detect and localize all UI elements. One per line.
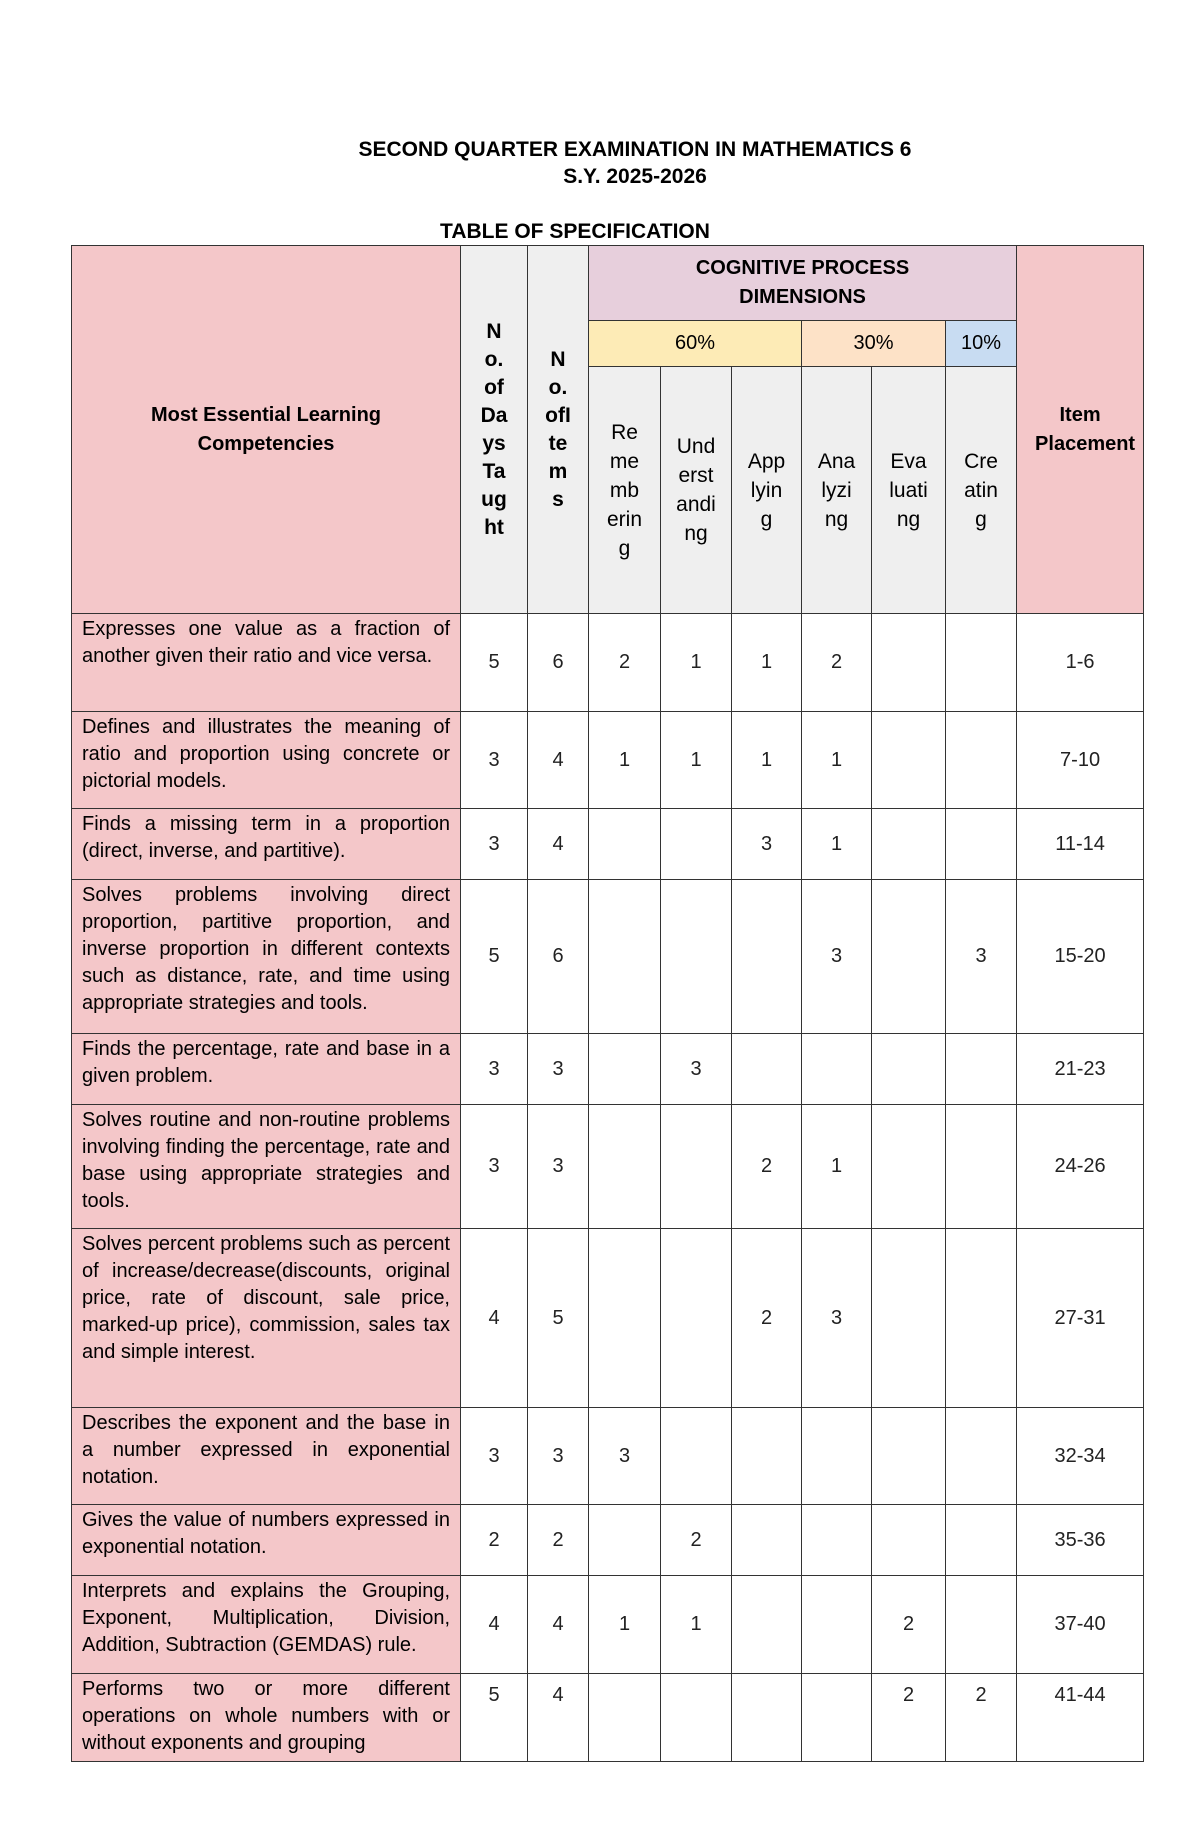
ana-cell: 1 [802, 809, 872, 880]
und-cell: 1 [661, 614, 732, 712]
app-cell [732, 1408, 802, 1505]
cre-cell [946, 1105, 1017, 1229]
item-placement-cell: 27-31 [1017, 1229, 1144, 1408]
eva-cell: 2 [872, 1576, 946, 1674]
days-cell: 3 [461, 1034, 528, 1105]
item-placement-cell: 41-44 [1017, 1674, 1144, 1762]
und-cell [661, 809, 732, 880]
header-competencies: Most Essential Learning Competencies [72, 246, 461, 614]
item-placement-cell: 37-40 [1017, 1576, 1144, 1674]
cre-cell [946, 1505, 1017, 1576]
items-cell: 3 [528, 1034, 589, 1105]
rem-cell: 1 [589, 712, 661, 809]
und-cell [661, 1105, 732, 1229]
rem-cell [589, 1505, 661, 1576]
eva-cell [872, 1505, 946, 1576]
cre-cell: 2 [946, 1674, 1017, 1762]
competency-cell: Solves problems involving direct proportion, partitive proportion, and inverse proportion in different contexts such as distance, rate, and time using appropriate strategies and tools. [72, 880, 461, 1034]
app-cell [732, 1576, 802, 1674]
app-cell [732, 1505, 802, 1576]
item-placement-cell: 35-36 [1017, 1505, 1144, 1576]
header-no-of-items: No.ofItems [528, 246, 589, 614]
und-cell [661, 880, 732, 1034]
items-cell: 4 [528, 1576, 589, 1674]
rem-cell [589, 1105, 661, 1229]
header-days-taught: No.ofDaysTaught [461, 246, 528, 614]
rem-cell [589, 1229, 661, 1408]
rem-cell: 1 [589, 1576, 661, 1674]
item-placement-cell: 1-6 [1017, 614, 1144, 712]
ana-cell: 1 [802, 1105, 872, 1229]
eva-cell [872, 1408, 946, 1505]
table-row [72, 614, 1144, 712]
und-cell [661, 1408, 732, 1505]
ana-cell [802, 1576, 872, 1674]
item-placement-cell: 21-23 [1017, 1034, 1144, 1105]
table-title: TABLE OF SPECIFICATION [440, 220, 710, 243]
header-analyzing: Analyzing [802, 367, 872, 614]
eva-cell [872, 809, 946, 880]
und-cell: 3 [661, 1034, 732, 1105]
header-item-placement: Item Placement [1017, 246, 1144, 614]
items-cell: 6 [528, 614, 589, 712]
competency-cell: Solves routine and non-routine problems involving finding the percentage, rate and base using appropriate strategies and tools. [72, 1105, 461, 1229]
competency-cell: Interprets and explains the Grouping, Exponent, Multiplication, Division, Addition, Subtraction (GEMDAS) rule. [72, 1576, 461, 1674]
table-row [72, 1229, 1144, 1408]
table-row [72, 809, 1144, 880]
days-cell: 3 [461, 1105, 528, 1229]
cre-cell [946, 1229, 1017, 1408]
ana-cell: 3 [802, 880, 872, 1034]
eva-cell: 2 [872, 1674, 946, 1762]
eva-cell [872, 880, 946, 1034]
und-cell [661, 1674, 732, 1762]
rem-cell: 3 [589, 1408, 661, 1505]
days-cell: 3 [461, 1408, 528, 1505]
items-cell: 4 [528, 712, 589, 809]
ana-cell [802, 1674, 872, 1762]
app-cell: 1 [732, 712, 802, 809]
rem-cell [589, 1674, 661, 1762]
app-cell [732, 1674, 802, 1762]
eva-cell [872, 712, 946, 809]
items-cell: 4 [528, 809, 589, 880]
app-cell: 2 [732, 1229, 802, 1408]
exam-title: SECOND QUARTER EXAMINATION IN MATHEMATICS 6 [358, 138, 912, 161]
school-year: S.Y. 2025-2026 [563, 165, 707, 188]
table-row [72, 1576, 1144, 1674]
cre-cell [946, 1034, 1017, 1105]
competency-cell: Describes the exponent and the base in a number expressed in exponential notation. [72, 1408, 461, 1505]
eva-cell [872, 614, 946, 712]
eva-cell [872, 1229, 946, 1408]
table-row [72, 1408, 1144, 1505]
items-cell: 5 [528, 1229, 589, 1408]
ana-cell: 2 [802, 614, 872, 712]
ana-cell [802, 1408, 872, 1505]
rem-cell: 2 [589, 614, 661, 712]
days-cell: 4 [461, 1576, 528, 1674]
header-pct-30: 30% [802, 321, 946, 367]
cre-cell: 3 [946, 880, 1017, 1034]
und-cell: 1 [661, 1576, 732, 1674]
header-cognitive-process: COGNITIVE PROCESS DIMENSIONS [589, 246, 1017, 321]
cre-cell [946, 1576, 1017, 1674]
table-row [72, 1505, 1144, 1576]
days-cell: 5 [461, 880, 528, 1034]
app-cell: 3 [732, 809, 802, 880]
competency-cell: Performs two or more different operations on whole numbers with or without exponents and grouping [72, 1674, 461, 1762]
ana-cell: 1 [802, 712, 872, 809]
cre-cell [946, 809, 1017, 880]
days-cell: 5 [461, 614, 528, 712]
eva-cell [872, 1105, 946, 1229]
rem-cell [589, 809, 661, 880]
table-row [72, 1105, 1144, 1229]
header-understanding: Understanding [661, 367, 732, 614]
ana-cell [802, 1034, 872, 1105]
ana-cell: 3 [802, 1229, 872, 1408]
item-placement-cell: 11-14 [1017, 809, 1144, 880]
days-cell: 3 [461, 809, 528, 880]
items-cell: 3 [528, 1408, 589, 1505]
competency-cell: Expresses one value as a fraction of another given their ratio and vice versa. [72, 614, 461, 712]
days-cell: 5 [461, 1674, 528, 1762]
days-cell: 3 [461, 712, 528, 809]
und-cell: 2 [661, 1505, 732, 1576]
header-applying: Applying [732, 367, 802, 614]
header-pct-60: 60% [589, 321, 802, 367]
header-remembering: Remembering [589, 367, 661, 614]
cre-cell [946, 614, 1017, 712]
table-row [72, 880, 1144, 1034]
competency-cell: Finds the percentage, rate and base in a given problem. [72, 1034, 461, 1105]
days-cell: 4 [461, 1229, 528, 1408]
competency-cell: Defines and illustrates the meaning of ratio and proportion using concrete or pictorial models. [72, 712, 461, 809]
days-cell: 2 [461, 1505, 528, 1576]
cre-cell [946, 1408, 1017, 1505]
ana-cell [802, 1505, 872, 1576]
competency-cell: Solves percent problems such as percent of increase/decrease(discounts, original price, rate of discount, sale price, marked-up price), commission, sales tax and simple interest. [72, 1229, 461, 1408]
items-cell: 6 [528, 880, 589, 1034]
specification-table [71, 245, 1144, 1762]
header-creating: Creating [946, 367, 1017, 614]
items-cell: 3 [528, 1105, 589, 1229]
eva-cell [872, 1034, 946, 1105]
item-placement-cell: 15-20 [1017, 880, 1144, 1034]
item-placement-cell: 24-26 [1017, 1105, 1144, 1229]
items-cell: 4 [528, 1674, 589, 1762]
rem-cell [589, 880, 661, 1034]
table-row [72, 1674, 1144, 1762]
und-cell [661, 1229, 732, 1408]
cre-cell [946, 712, 1017, 809]
table-row [72, 1034, 1144, 1105]
competency-cell: Finds a missing term in a proportion (direct, inverse, and partitive). [72, 809, 461, 880]
app-cell [732, 1034, 802, 1105]
header-evaluating: Evaluating [872, 367, 946, 614]
table-row [72, 712, 1144, 809]
items-cell: 2 [528, 1505, 589, 1576]
competency-cell: Gives the value of numbers expressed in exponential notation. [72, 1505, 461, 1576]
app-cell: 2 [732, 1105, 802, 1229]
app-cell: 1 [732, 614, 802, 712]
header-pct-10: 10% [946, 321, 1017, 367]
app-cell [732, 880, 802, 1034]
und-cell: 1 [661, 712, 732, 809]
item-placement-cell: 7-10 [1017, 712, 1144, 809]
item-placement-cell: 32-34 [1017, 1408, 1144, 1505]
rem-cell [589, 1034, 661, 1105]
